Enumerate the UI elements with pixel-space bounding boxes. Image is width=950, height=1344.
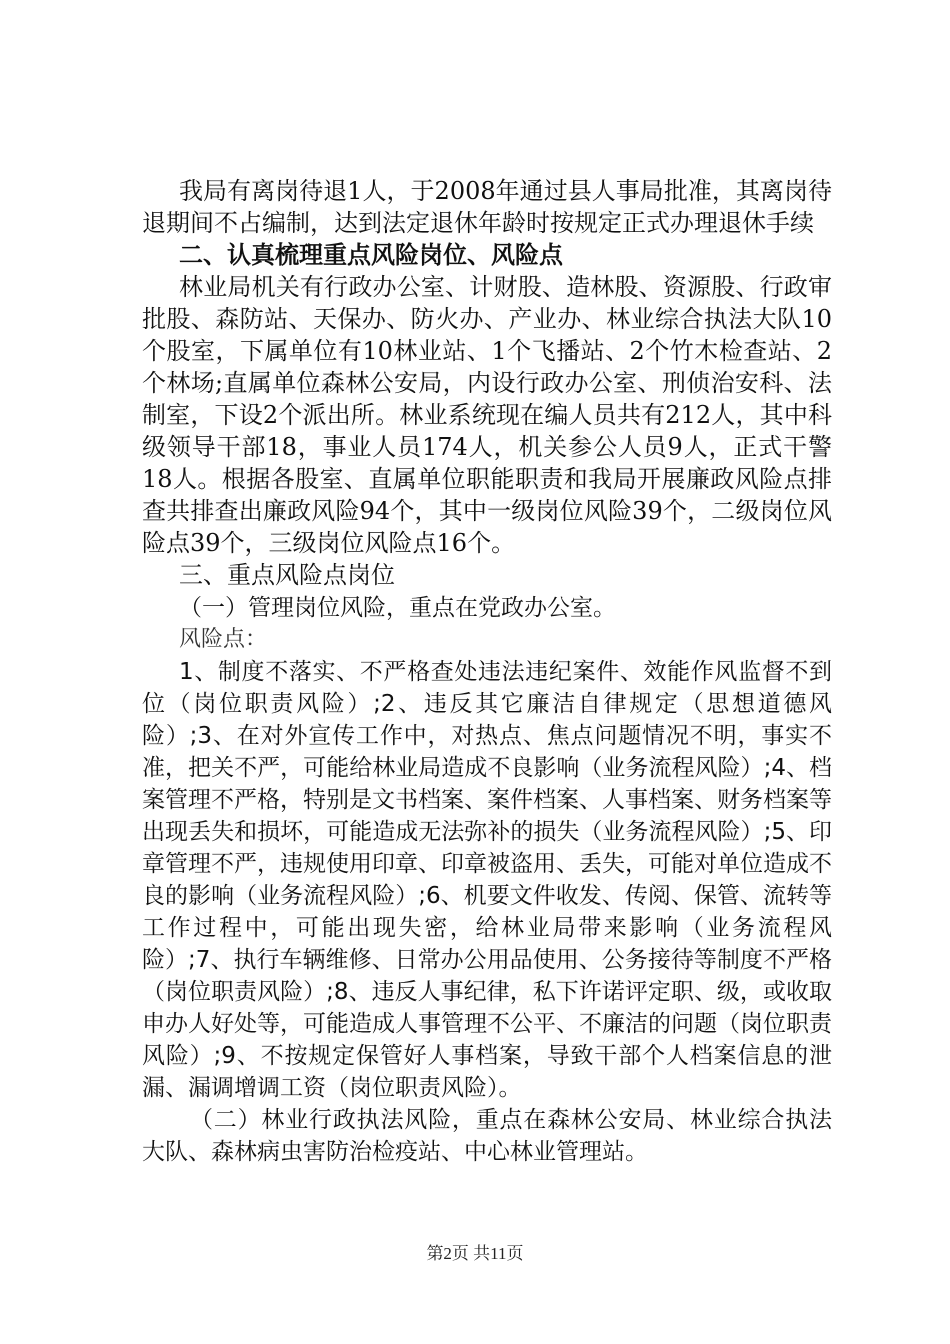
label-risk-points: 风险点： xyxy=(179,627,268,652)
subheading-management-risk: （一）管理岗位风险，重点在党政办公室。 xyxy=(179,595,616,621)
body-text-risks xyxy=(142,592,832,1168)
page-footer: 第2页 共11页 xyxy=(426,1244,524,1263)
paragraph-risk-list: 1、制度不落实、不严格查处违法违纪案件、效能作风监督不到位（岗位职责风险）;2、违反其它廉洁自律规定（思想道德风险）;3、在对外宣传工作中，对热点、焦点问题情况不明，事实不准，把关不严，可能给林业局造成不良影响（业务流程风险）;4、档案管理不严格，特别是文书档案、案件档案、人事档案、财务档案等出现丢失和损坏，可能造成无法弥补的损失（业务流程风险）;5、印章管理不严，违规使用印章、印章被盗用、丢失，可能对单位造成不良的影响（业务流程风险）;6、机要文件收发、传阅、保管、流转等工作过程中，可能出现失密，给林业局带来影响（业务流程风险）;7、执行车辆维修、日常办公用品使用、公务接待等制度不严格（岗位职责风险）;8、违反人事纪律，私下许诺评定职、级，或收取申办人好处等，可能造成人事管理不公平、不廉洁的问题（岗位职责风险）;9、不按规定保管好人事档案，导致干部个人档案信息的泄漏、漏调增调工资（岗位职责风险）。 xyxy=(142,659,832,1101)
heading-section-two: 二、认真梳理重点风险岗位、风险点 xyxy=(179,240,563,269)
paragraph-retirement: 我局有离岗待退1人，于2008年通过县人事局批准，其离岗待退期间不占编制，达到法定退休年龄时按规定正式办理退休手续 xyxy=(142,177,832,237)
paragraph-organization: 林业局机关有行政办公室、计财股、造林股、资源股、行政审批股、森防站、天保办、防火办、产业办、林业综合执法大队10个股室，下属单位有10林业站、1个飞播站、2个竹木检查站、2个林场;直属单位森林公安局，内设行政办公室、刑侦治安科、法制室，下设2个派出所。林业系统现在编人员共有212人，其中科级领导干部18，事业人员174人，机关参公人员9人，正式干警18人。根据各股室、直属单位职能职责和我局开展廉政风险点排查共排查出廉政风险94个，其中一级岗位风险39个，二级岗位风险点39个，三级岗位风险点16个。 xyxy=(142,273,832,557)
subheading-enforcement-risk: （二）林业行政执法风险，重点在森林公安局、林业综合执法大队、森林病虫害防治检疫站、中心林业管理站。 xyxy=(142,1107,832,1165)
body-text xyxy=(142,175,832,591)
heading-section-three: 三、重点风险点岗位 xyxy=(179,561,395,589)
